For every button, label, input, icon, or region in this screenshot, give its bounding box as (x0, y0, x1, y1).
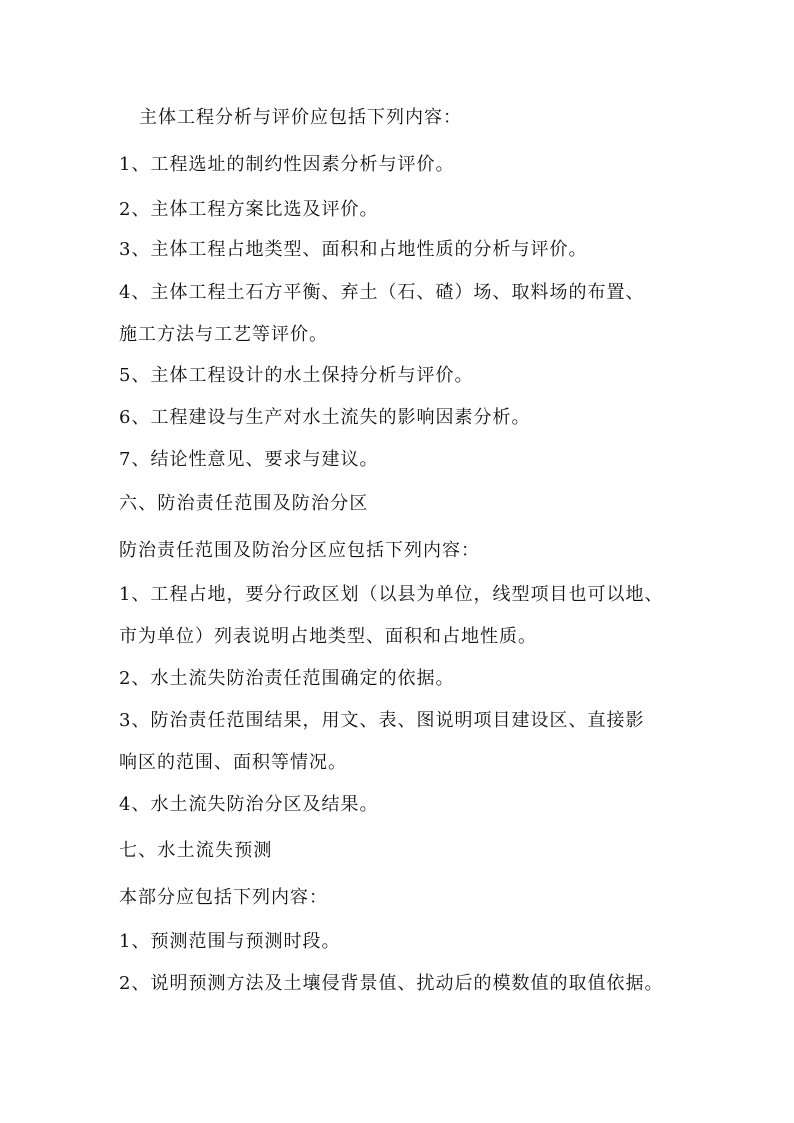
section5-item-1: 1、工程选址的制约性因素分析与评价。 (119, 154, 455, 175)
section6-item-1: 1、工程占地，要分行政区划（以县为单位，线型项目也可以地、 (119, 584, 664, 605)
section5-intro: 主体工程分析与评价应包括下列内容： (139, 107, 462, 128)
section6-item-4: 4、水土流失防治分区及结果。 (119, 794, 379, 815)
section7-heading: 七、水土流失预测 (119, 840, 273, 861)
section6-intro: 防治责任范围及防治分区应包括下列内容： (119, 540, 480, 561)
section5-item-4-continued: 施工方法与工艺等评价。 (119, 324, 328, 345)
section5-item-5: 5、主体工程设计的水土保持分析与评价。 (119, 365, 474, 386)
section6-heading: 六、防治责任范围及防治分区 (119, 493, 369, 514)
section7-item-1: 1、预测范围与预测时段。 (119, 931, 341, 952)
section5-item-3: 3、主体工程占地类型、面积和占地性质的分析与评价。 (119, 239, 588, 260)
section6-item-1-continued: 市为单位）列表说明占地类型、面积和占地性质。 (119, 626, 537, 647)
section7-intro: 本部分应包括下列内容： (119, 887, 328, 908)
section6-item-3: 3、防治责任范围结果，用文、表、图说明项目建设区、直接影 (119, 710, 645, 731)
section5-item-2: 2、主体工程方案比选及评价。 (119, 199, 379, 220)
section5-item-6: 6、工程建设与生产对水土流失的影响因素分析。 (119, 407, 531, 428)
section5-item-4: 4、主体工程土石方平衡、弃土（石、碴）场、取料场的布置、 (119, 282, 645, 303)
section6-item-2: 2、水土流失防治责任范围确定的依据。 (119, 668, 455, 689)
section7-item-2: 2、说明预测方法及土壤侵背景值、扰动后的模数值的取值依据。 (119, 973, 664, 994)
section6-item-3-continued: 响区的范围、面积等情况。 (119, 752, 347, 773)
section5-item-7: 7、结论性意见、要求与建议。 (119, 449, 379, 470)
